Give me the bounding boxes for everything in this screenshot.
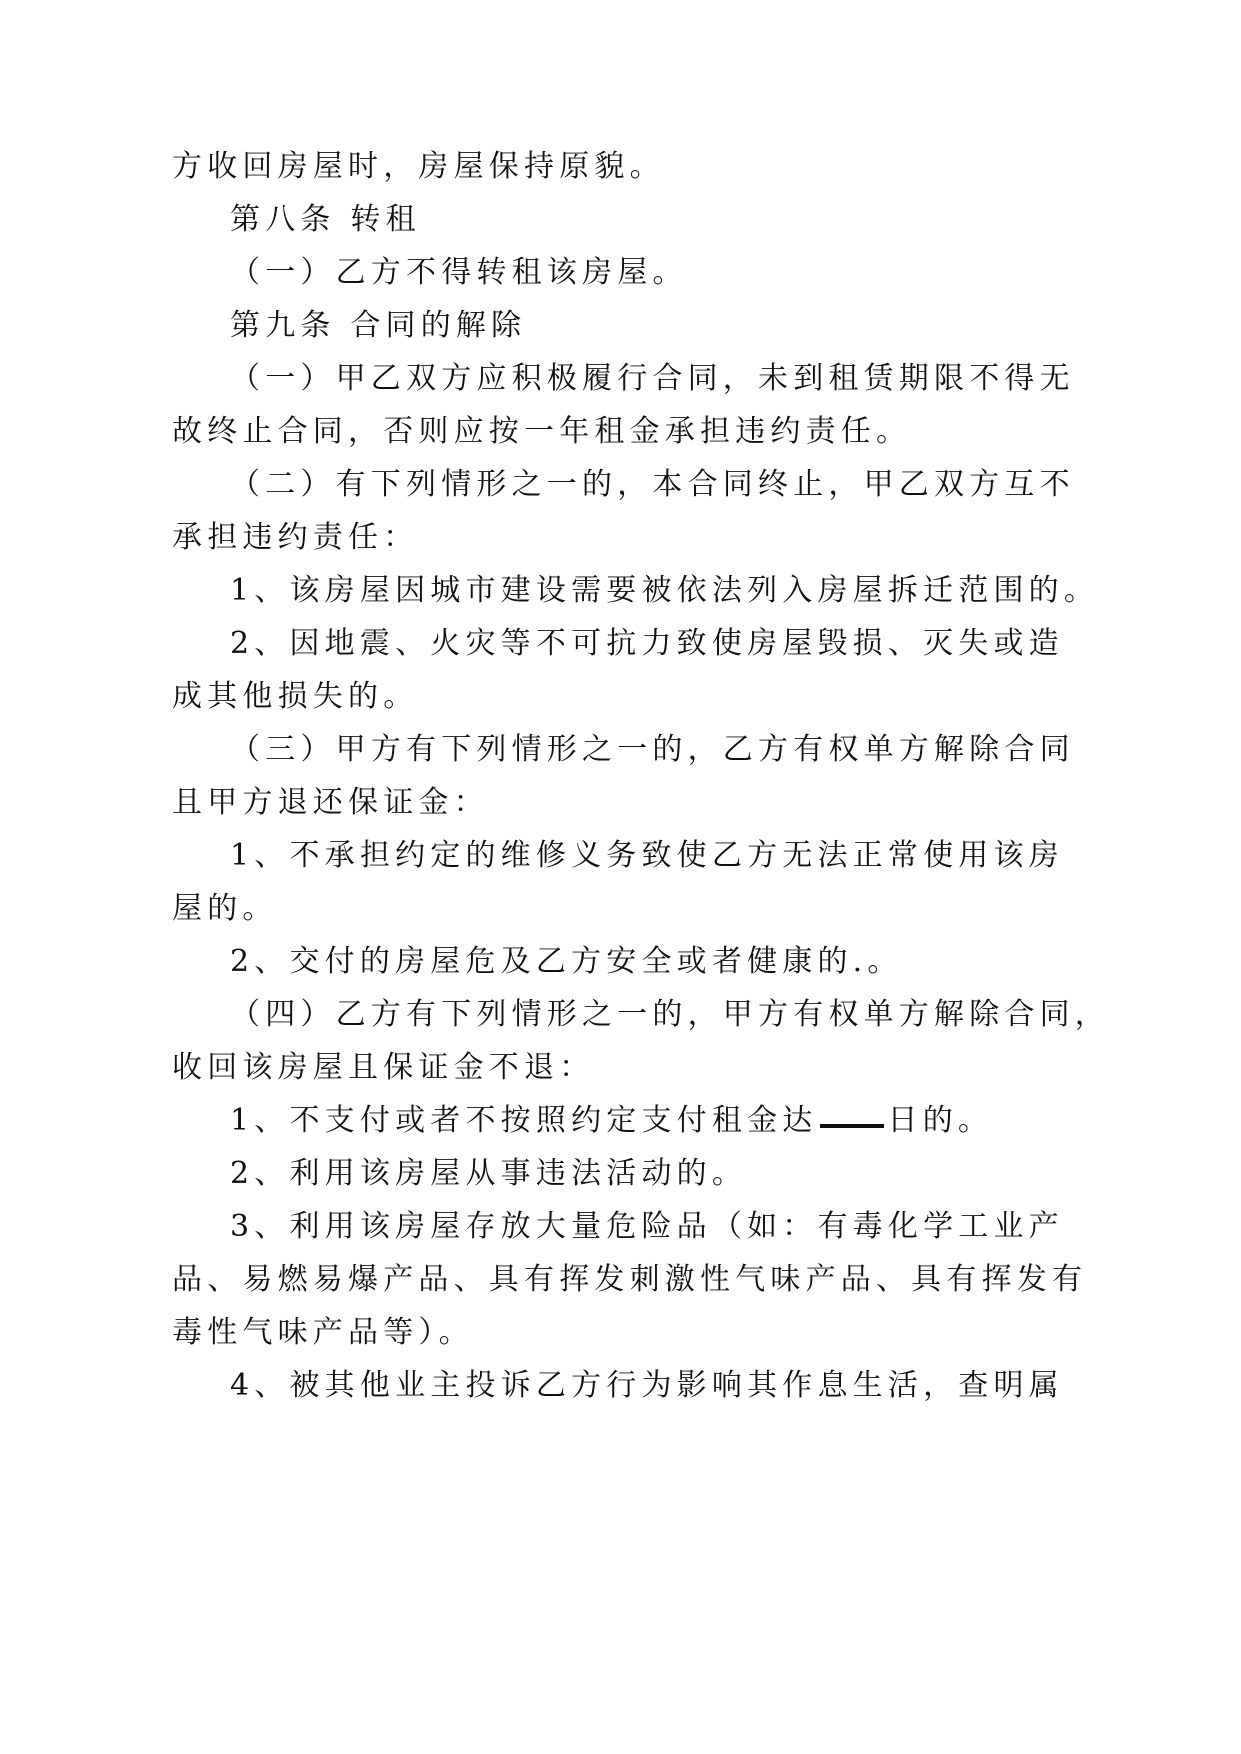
text-line-with-blank [230, 1101, 993, 1141]
text-line: 3、利用该房屋存放大量危险品（如：有毒化学工业产 [230, 1209, 1064, 1244]
text-line: 承担违约责任： [172, 520, 419, 555]
text-line: 1、不承担约定的维修义务致使乙方无法正常使用该房 [230, 838, 1064, 873]
text-line: （一）乙方不得转租该房屋。 [230, 255, 688, 290]
text-line: 品、易燃易爆产品、具有挥发刺激性气味产品、具有挥发有 [172, 1262, 1088, 1297]
text-line: 且甲方退还保证金： [172, 785, 489, 820]
text-line: （三）甲方有下列情形之一的，乙方有权单方解除合同 [230, 732, 1075, 767]
text-fragment: 1、不支付或者不按照约定支付租金达 [230, 1103, 818, 1138]
text-line: （二）有下列情形之一的，本合同终止，甲乙双方互不 [230, 467, 1075, 502]
text-line: 4、被其他业主投诉乙方行为影响其作息生活，查明属 [230, 1368, 1064, 1403]
section-heading: 第九条 合同的解除 [230, 308, 527, 343]
text-line: 1、该房屋因城市建设需要被依法列入房屋拆迁范围的。 [230, 573, 1100, 608]
text-line: 成其他损失的。 [172, 679, 419, 714]
text-fragment: 日的。 [887, 1103, 994, 1138]
fill-in-blank [820, 1124, 884, 1128]
text-line: 故终止合同，否则应按一年租金承担违约责任。 [172, 414, 912, 449]
text-line: 收回该房屋且保证金不退： [172, 1050, 595, 1085]
text-line: （四）乙方有下列情形之一的，甲方有权单方解除合同， [230, 997, 1110, 1032]
text-line: 方收回房屋时，房屋保持原貌。 [172, 149, 665, 184]
text-line: 2、因地震、火灾等不可抗力致使房屋毁损、灭失或造 [230, 626, 1064, 661]
text-line: 2、利用该房屋从事违法活动的。 [230, 1156, 748, 1191]
text-line: （一）甲乙双方应积极履行合同，未到租赁期限不得无 [230, 361, 1075, 396]
text-line: 2、交付的房屋危及乙方安全或者健康的.。 [230, 944, 903, 979]
section-heading: 第八条 转租 [230, 202, 421, 237]
text-line: 毒性气味产品等）。 [172, 1315, 474, 1350]
text-line: 屋的。 [172, 891, 278, 926]
